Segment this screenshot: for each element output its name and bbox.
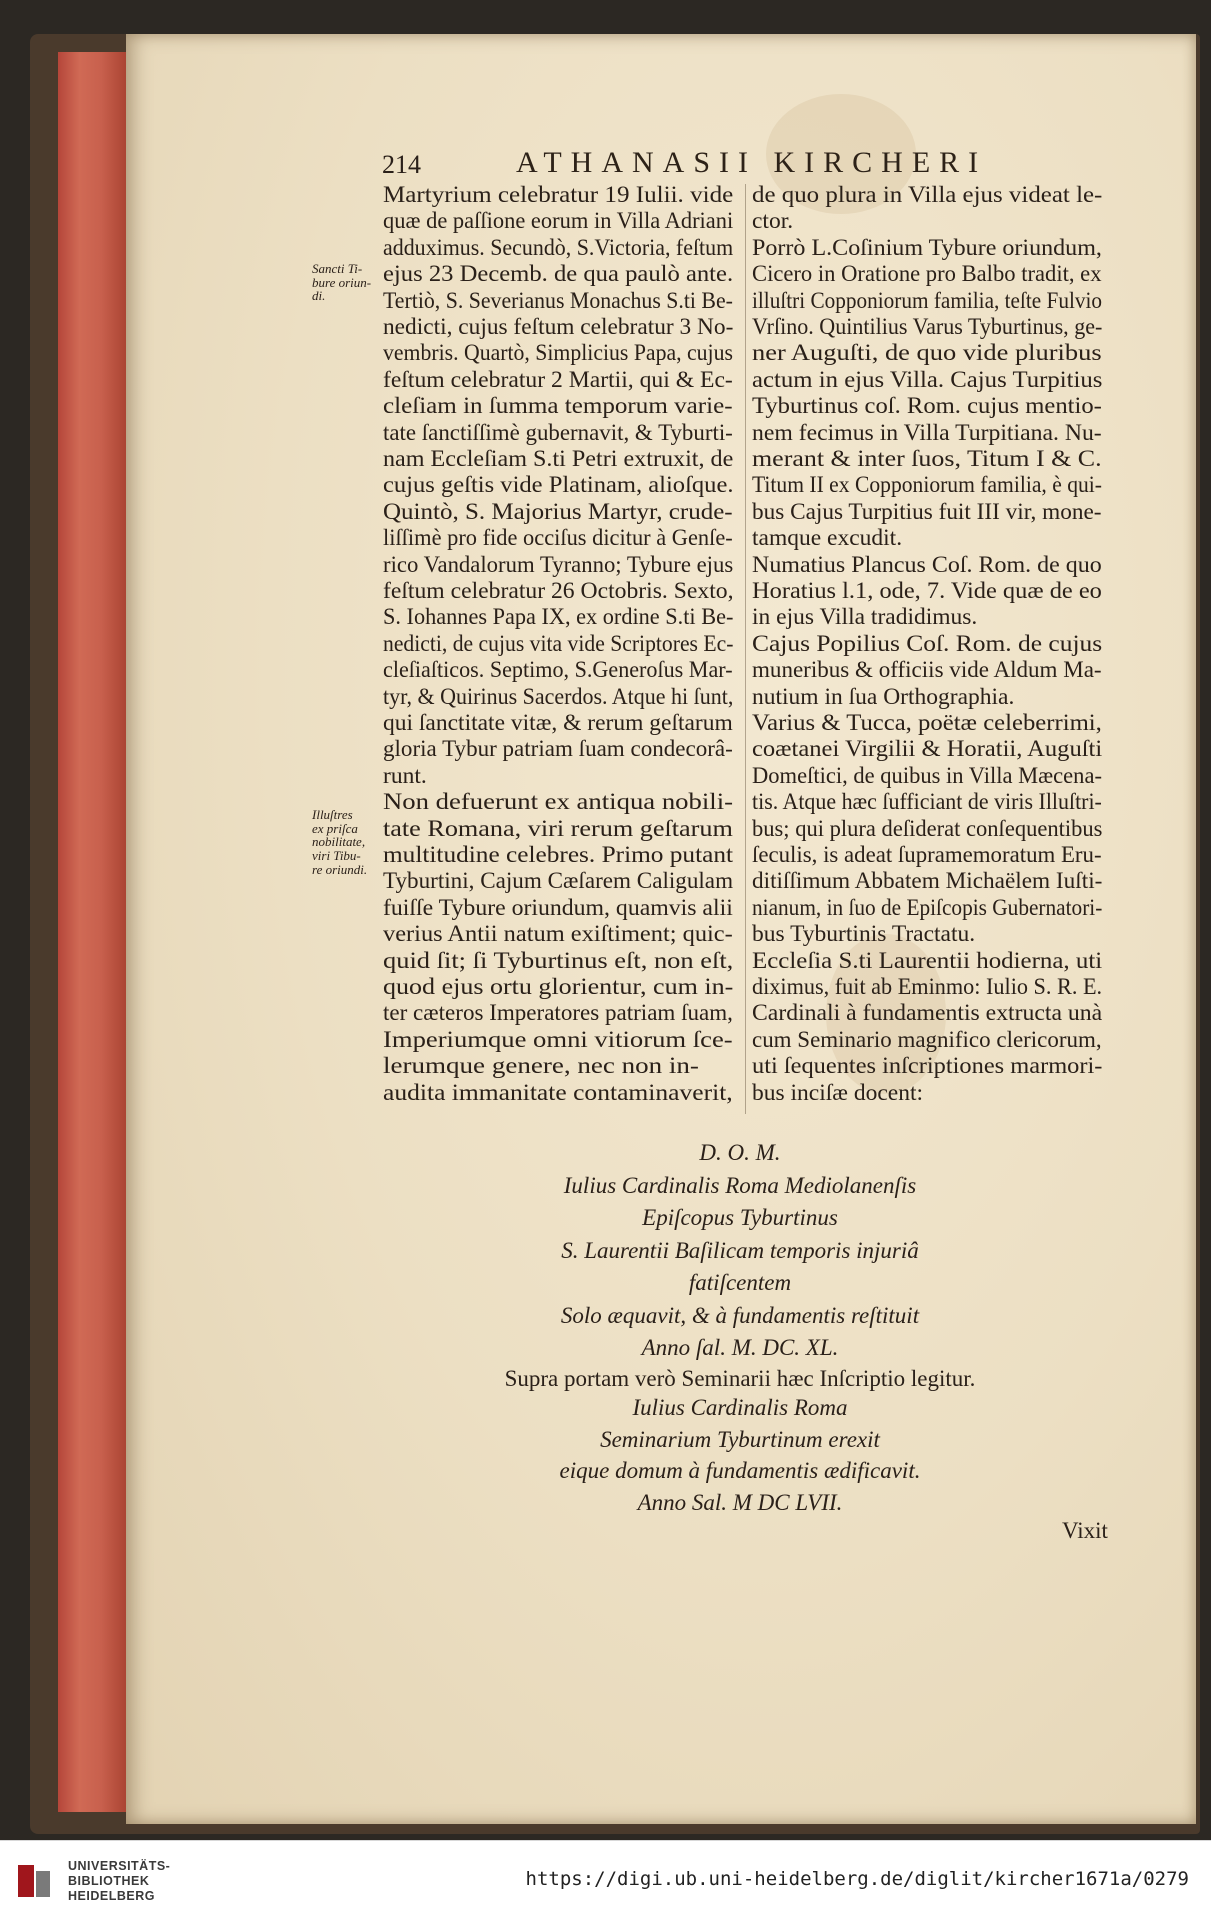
text-line: qui ſanctitate vitæ, & rerum geſtarum: [383, 710, 733, 736]
text-line: Cardinali à fundamentis extructa unà: [752, 1000, 1103, 1027]
text-line: Porrò L.Coſinium Tybure oriundum,: [752, 234, 1102, 261]
text-line: Tyburtinus coſ. Rom. cujus mentio-: [752, 393, 1102, 420]
text-line: Non defuerunt ex antiqua nobili-: [383, 789, 734, 816]
text-line: quæ de paſſione eorum in Villa Adriani: [383, 208, 734, 235]
inscription-line: Iulius Cardinalis Roma Mediolanenſis: [563, 1172, 917, 1198]
text-line: nem fecimus in Villa Turpitiana. Nu-: [752, 419, 1102, 446]
text-line: lerumque genere, nec non in-: [383, 1053, 699, 1080]
text-line: bus Cajus Turpitius fuit III vir, mone-: [752, 498, 1102, 525]
text-line: nedicti, de cujus vita vide Scriptores Ec-: [383, 630, 734, 657]
text-line: de quo plura in Villa ejus videat le-: [752, 182, 1103, 208]
text-line: audita immanitate contaminaverit,: [383, 1079, 733, 1106]
library-footer: [0, 1840, 1211, 1923]
logo-line-2: BIBLIOTHEK: [68, 1874, 150, 1888]
text-line: multitudine celebres. Primo putant: [383, 842, 734, 868]
inscription-line: Anno Sal. M DC LVII.: [637, 1489, 843, 1515]
text-line: uti ſequentes inſcriptiones marmori-: [752, 1053, 1103, 1080]
text-line: quid ſit; ſi Tyburtinus eſt, non eſt,: [383, 947, 734, 974]
inscription-line: Seminarium Tyburtinum erexit: [600, 1426, 880, 1452]
text-line: ner Auguſti, de quo vide pluribus: [752, 340, 1102, 367]
text-line: nam Eccleſiam S.ti Petri extruxit, de: [383, 446, 734, 472]
text-line: merant & inter ſuos, Titum I & C.: [752, 446, 1102, 472]
text-line: tamque excudit.: [752, 525, 903, 552]
text-line: Titum II ex Copponiorum familia, è qui-: [752, 472, 1102, 499]
text-line: Varius & Tucca, poëtæ celeberrimi,: [752, 710, 1102, 736]
text-line: feſtum celebratur 26 Octobris. Sexto,: [383, 578, 734, 604]
text-line: Imperiumque omni vitiorum ſce-: [383, 1026, 733, 1053]
text-line: liſſimè pro fide occiſus dicitur à Genſe-: [383, 525, 733, 552]
margin-note-line: bure oriun-: [312, 274, 372, 290]
catchword: Vixit: [1062, 1518, 1108, 1543]
text-line: tate Romana, viri rerum geſtarum: [383, 815, 733, 842]
text-line: ditiſſimum Abbatem Michaëlem Iuſti-: [752, 868, 1103, 895]
column-divider: [745, 184, 746, 1114]
margin-note-line: ex priſca: [312, 820, 358, 836]
text-line: tis. Atque hæc ſufficiant de viris Illuſtri-: [752, 789, 1102, 816]
text-line: ejus 23 Decemb. de qua paulò ante.: [383, 261, 734, 288]
text-line: Domeſtici, de quibus in Villa Mæcena-: [752, 762, 1102, 789]
margin-note-line: Sancti Ti-: [312, 261, 363, 276]
inscription-line: D. O. M.: [699, 1140, 781, 1165]
text-line: actum in ejus Villa. Cajus Turpitius: [752, 366, 1103, 393]
text-line: muneribus & officiis vide Aldum Ma-: [752, 657, 1102, 684]
inscription-line: S. Laurentii Baſilicam temporis injuriâ: [561, 1237, 919, 1263]
text-line: ſeculis, is adeat ſupramemoratum Eru-: [752, 842, 1102, 868]
text-line: illuſtri Copponiorum familia, teſte Fulvio: [752, 287, 1103, 314]
text-line: Martyrium celebratur 19 Iulii. vide: [383, 182, 734, 208]
source-url-link[interactable]: https://digi.ub.uni-heidelberg.de/diglit/kircher1671a/0279: [525, 1868, 1189, 1890]
red-page-edges: [58, 52, 130, 1812]
inscription-intro: Supra portam verò Seminarii hæc Inſcriptio legitur.: [504, 1366, 976, 1391]
page-number: 214: [382, 150, 421, 179]
text-line: nianum, in ſuo de Epiſcopis Gubernatori-: [752, 894, 1103, 921]
text-line: adduximus. Secundò, S.Victoria, feſtum: [383, 234, 734, 261]
text-line: nedicti, cujus feſtum celebratur 3 No-: [383, 314, 734, 340]
text-line: feſtum celebratur 2 Martii, qui & Ec-: [383, 366, 733, 393]
text-line: diximus, fuit ab Eminmo: Iulio S. R. E.: [752, 974, 1103, 1000]
text-line: verius Antii natum exiſtiment; quic-: [383, 921, 733, 948]
text-line: cleſiaſticos. Septimo, S.Generoſus Mar-: [383, 657, 733, 684]
inscription-line: Anno ſal. M. DC. XL.: [641, 1335, 839, 1360]
text-line: in ejus Villa tradidimus.: [752, 604, 978, 631]
text-line: cleſiam in ſumma temporum varie-: [383, 393, 733, 420]
text-line: coætanei Virgilii & Horatii, Auguſti: [752, 736, 1103, 763]
margin-note-saints: [312, 262, 371, 303]
text-line: Vrſino. Quintilius Varus Tyburtinus, ge-: [752, 314, 1103, 340]
text-line: vembris. Quartò, Simplicius Papa, cujus: [383, 340, 733, 367]
text-line: ctor.: [752, 208, 794, 235]
text-line: quod ejus ortu glorientur, cum in-: [383, 974, 734, 1000]
text-line: nutium in ſua Orthographia.: [752, 683, 1015, 710]
inscription-line: fatiſcentem: [688, 1270, 792, 1295]
text-line: runt.: [383, 762, 427, 789]
text-line: Numatius Plancus Coſ. Rom. de quo: [752, 551, 1102, 578]
text-line: Tyburtini, Cajum Cæſarem Caligulam: [383, 868, 734, 895]
running-title: ATHANASII KIRCHERI: [516, 146, 988, 179]
text-line: Quintò, S. Majorius Martyr, crude-: [383, 498, 733, 525]
inscription-line: eique domum à fundamentis ædificavit.: [559, 1458, 921, 1483]
margin-note-line: re oriundi.: [312, 861, 368, 877]
inscription-line: Iulius Cardinalis Roma: [632, 1395, 848, 1420]
margin-note-line: viri Tibu-: [312, 847, 361, 863]
margin-note-line: nobilitate,: [312, 834, 366, 850]
text-line: fuiſſe Tybure oriundum, quamvis alii: [383, 894, 733, 921]
text-line: Horatius l.1, ode, 7. Vide quæ de eo: [752, 578, 1102, 604]
text-line: gloria Tybur patriam ſuam condecorâ-: [383, 736, 733, 763]
text-line: bus inciſæ docent:: [752, 1079, 924, 1106]
inscription-line: Solo æquavit, & à fundamentis reſtituit: [560, 1302, 920, 1328]
text-line: rico Vandalorum Tyranno; Tybure ejus: [383, 551, 734, 578]
text-line: S. Iohannes Papa IX, ex ordine S.ti Be-: [383, 604, 734, 631]
text-line: tyr, & Quirinus Sacerdos. Atque hi ſunt,: [383, 683, 734, 710]
logo-line-1: UNIVERSITÄTS-: [68, 1859, 171, 1873]
text-line: ter cæteros Imperatores patriam ſuam,: [383, 1000, 733, 1027]
text-line: cujus geſtis vide Platinam, alioſque.: [383, 472, 734, 499]
text-line: Cajus Popilius Coſ. Rom. de cujus: [752, 630, 1103, 657]
text-line: tate ſanctiſſimè gubernavit, & Tyburti-: [383, 419, 733, 446]
logo-line-3: HEIDELBERG: [68, 1889, 155, 1903]
margin-note-illustrious: [312, 808, 367, 876]
margin-note-line: Illuſtres: [312, 807, 353, 822]
text-line: cum Seminario magnifico clericorum,: [752, 1026, 1102, 1053]
text-line: bus Tyburtinis Tractatu.: [752, 921, 976, 948]
text-line: Eccleſia S.ti Laurentii hodierna, uti: [752, 947, 1103, 974]
text-line: bus; qui plura deſiderat conſequentibus: [752, 815, 1103, 842]
text-line: Cicero in Oratione pro Balbo tradit, ex: [752, 261, 1102, 288]
margin-note-line: di.: [312, 288, 326, 304]
university-library-logo-icon: [14, 1861, 54, 1901]
inscription-line: Epiſcopus Tyburtinus: [642, 1205, 838, 1230]
text-line: Tertiò, S. Severianus Monachus S.ti Be-: [383, 287, 733, 314]
